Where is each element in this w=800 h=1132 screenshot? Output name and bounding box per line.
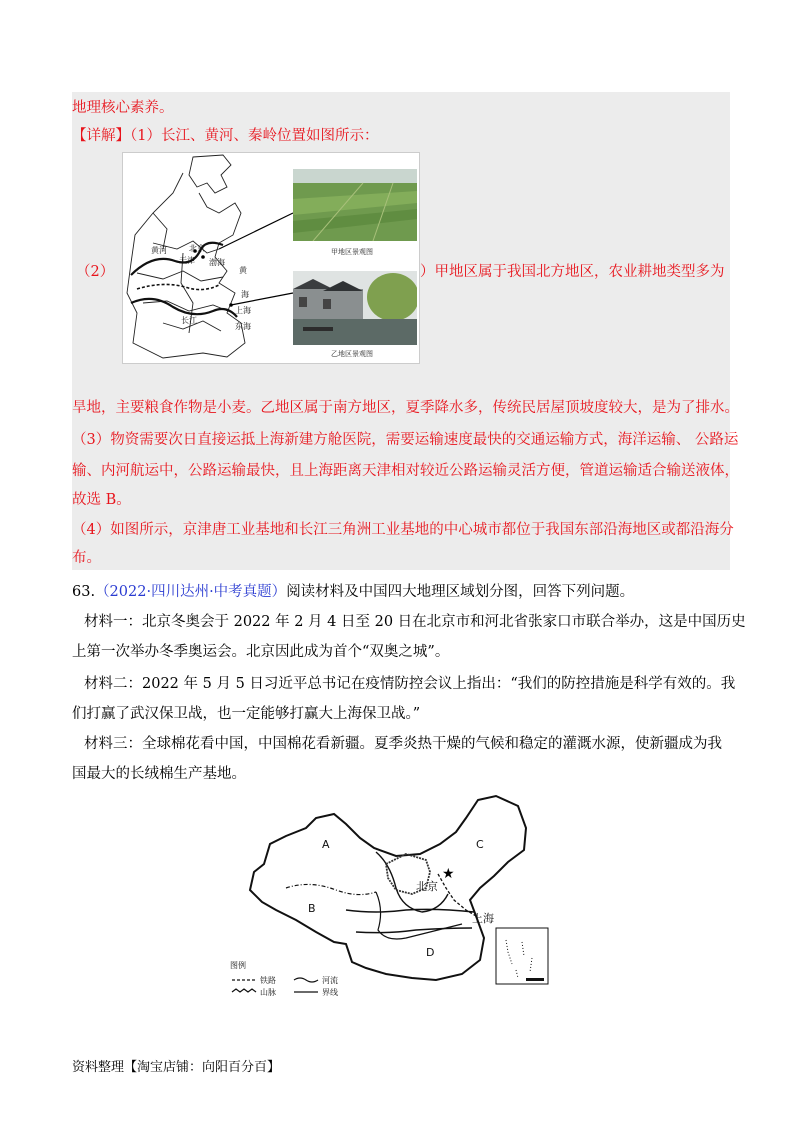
map-label-donghai: 东海 — [235, 322, 251, 331]
map-label-huang: 黄 — [239, 266, 247, 275]
photo-yi-water-town — [293, 271, 417, 345]
figure-china-four-regions-map — [226, 792, 570, 1008]
qinling-line — [137, 284, 219, 289]
legend-river: 河流 — [322, 976, 338, 985]
question-header — [72, 582, 634, 602]
map-beijing-label: 北京 — [416, 880, 438, 893]
detail-part1: （1）长江、黄河、秦岭位置如图所示： — [130, 128, 379, 144]
map-label-shanghai: 上海 — [235, 306, 251, 315]
figure-huanghe-changjiang-map — [122, 152, 420, 364]
map-label-hai: 海 — [241, 290, 249, 299]
photo-yi-caption: 乙地区景观图 — [331, 350, 373, 358]
region-c-label: C — [476, 838, 484, 851]
answer-line-top: 地理核心素养。 — [72, 100, 174, 116]
region-b-label: B — [308, 902, 316, 915]
question-source: （2022·四川达州·中考真题） — [95, 584, 287, 600]
legend-boundary: 界线 — [322, 988, 338, 997]
legend-mountain: 山脉 — [260, 988, 276, 997]
part2-line1: ）甲地区属于我国北方地区，农业耕地类型多为 — [420, 264, 725, 280]
map-shanghai-label: 上海 — [472, 912, 494, 925]
map-label-huanghe: 黄河 — [151, 246, 167, 255]
part3-line3: 故选 B。 — [72, 492, 131, 508]
question-number: 63. — [72, 584, 96, 600]
page-footer: 资料整理【淘宝店铺：向阳百分百】 — [72, 1060, 281, 1075]
part4-line1: （4）如图所示，京津唐工业基地和长江三角洲工业基地的中心城市都位于我国东部沿海地区或都沿海分 — [72, 522, 734, 538]
map-legend — [230, 960, 370, 1004]
photo-jia-farmland — [293, 169, 417, 241]
map-label-tianjin: 天津 — [179, 256, 195, 265]
map-label-beijing: 北京 — [189, 244, 205, 253]
part3-line2: 输、内河航运中，公路运输最快，且上海距离天津相对较近公路运输灵活方便，管道运输适合输送液体， — [72, 463, 739, 479]
detail-label: 【详解】 — [72, 128, 130, 144]
material1-line2: 上第一次举办冬季奥运会。北京因此成为首个“双奥之城”。 — [72, 644, 450, 660]
photo-jia-caption: 甲地区景观图 — [331, 248, 373, 256]
part2-line2: 旱地，主要粮食作物是小麦。乙地区属于南方地区，夏季降水多，传统民居屋顶坡度较大，是为了排水。 — [72, 400, 739, 416]
region-a-label: A — [322, 838, 330, 851]
map-label-bohai: 渤海 — [209, 258, 225, 267]
map-label-changjiang: 长江 — [181, 316, 197, 325]
part4-line2: 布。 — [72, 550, 101, 566]
legend-title: 图例 — [230, 961, 246, 970]
detail-line — [72, 126, 378, 146]
part3-line1: （3）物资需要次日直接运抵上海新建方舱医院，需要运输速度最快的交通运输方式，海洋运输、 公路运 — [72, 432, 739, 448]
material2-line1: 材料二：2022 年 5 月 5 日习近平总书记在疫情防控会议上指出：“我们的防控措施是科学有效的。我 — [84, 676, 736, 692]
part2-prefix: （2） — [76, 264, 115, 280]
material1-line1: 材料一：北京冬奥会于 2022 年 2 月 4 日至 20 日在北京市和河北省张家口市联合举办，这是中国历史 — [84, 614, 746, 630]
material3-line1: 材料三：全球棉花看中国，中国棉花看新疆。夏季炎热干燥的气候和稳定的灌溉水源，使新疆成为我 — [84, 736, 722, 752]
material2-line2: 们打赢了武汉保卫战，也一定能够打赢大上海保卫战。” — [72, 706, 421, 722]
question-stem: 阅读材料及中国四大地理区域划分图，回答下列问题。 — [286, 584, 635, 600]
svg-text:★: ★ — [442, 866, 455, 882]
material3-line2: 国最大的长绒棉生产基地。 — [72, 766, 246, 782]
legend-railway: 铁路 — [260, 976, 276, 985]
region-d-label: D — [426, 946, 435, 959]
